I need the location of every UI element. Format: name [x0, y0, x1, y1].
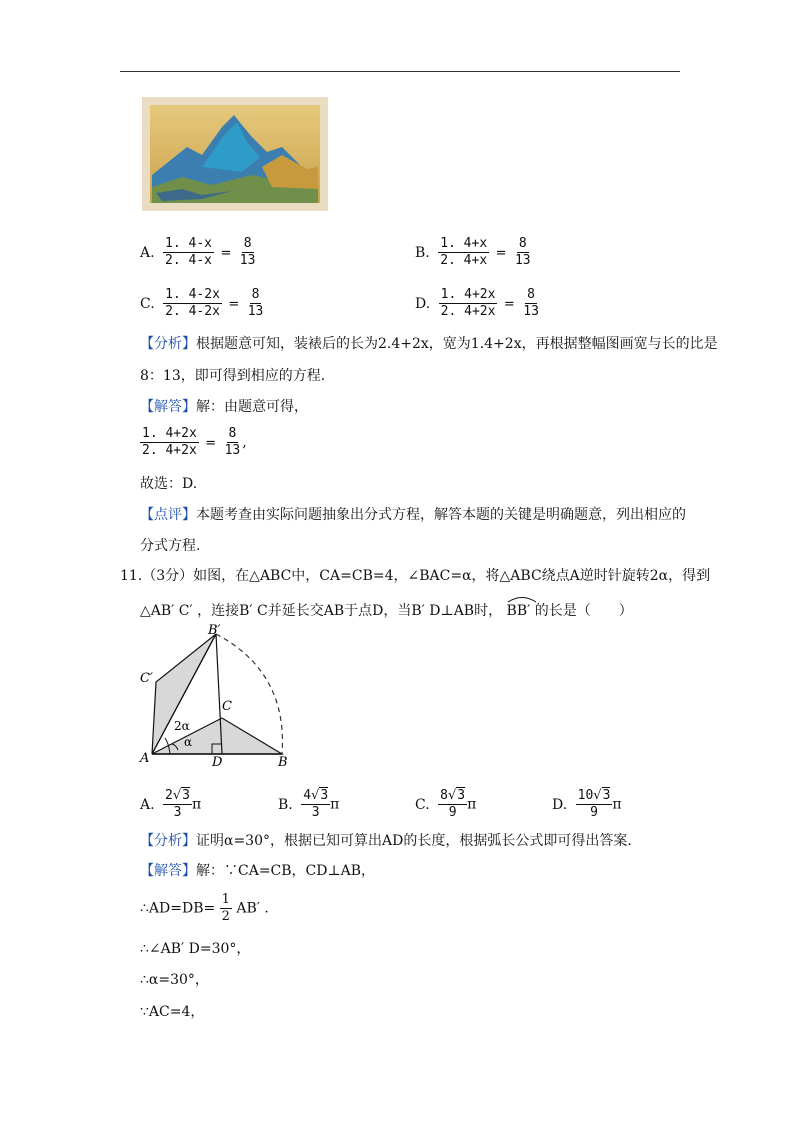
label-d: D	[212, 755, 223, 770]
q11-step3: ∴α=30°，	[140, 972, 209, 988]
label-2alpha: 2α	[174, 719, 190, 733]
q11-option-d: D. $\frac{10√3}{9}$ π	[552, 788, 622, 820]
q10-option-d: D. $\frac{1. 4+2x}{2. 4+2x}$ = $\frac{8}{13}$	[415, 287, 539, 319]
q11-stem-line2: △AB′ C′ ，连接B′ C并延长交AB于点D，当B′ D⊥AB时， BB′ 的长是（ ）	[140, 597, 633, 621]
q10-analysis-line2: 8：13，即可得到相应的方程.	[140, 368, 326, 384]
q10-option-c: C. $\frac{1. 4-2x}{2. 4-2x}$ = $\frac{8}{13}$	[140, 287, 264, 319]
header-rule	[120, 71, 680, 72]
label-c: C	[222, 699, 232, 714]
q11-stem-line1: 11.（3分）如图，在△ABC中，CA=CB=4，∠BAC=α，将△ABC绕点A逆时针旋转2α，得到	[120, 568, 711, 584]
q11-analysis-line: 【分析】证明α=30°，根据已知可算出AD的长度，根据弧长公式即可得出答案.	[140, 833, 632, 849]
arc-bb1: BB′	[507, 597, 531, 621]
q11-option-b: B. $\frac{4√3}{3}$ π	[278, 788, 340, 820]
label-alpha: α	[184, 735, 193, 749]
q11-figure	[138, 622, 298, 770]
label-c-prime: C′	[140, 671, 153, 686]
q10-choose: 故选：D.	[140, 476, 198, 492]
q10-option-a: A. $\frac{1. 4-x}{2. 4-x}$ = $\frac{8}{13}$	[140, 236, 256, 268]
label-a: A	[140, 751, 150, 766]
q11-option-c: C. $\frac{8√3}{9}$ π	[415, 788, 477, 820]
label-b-prime: B′	[208, 623, 221, 638]
q11-solution-line: 【解答】解：∵CA=CB，CD⊥AB，	[140, 863, 376, 879]
q10-comment-line1: 【点评】本题考查由实际问题抽象出分式方程，解答本题的关键是明确题意，列出相应的	[140, 507, 686, 523]
q10-equation: $\frac{1. 4+2x}{2. 4+2x}$ = $\frac{8}{13}$ ,	[142, 426, 247, 458]
q11-step1: ∴AD=DB= $\frac{1}{2}$ AB′ .	[140, 892, 269, 924]
landscape-painting	[142, 97, 328, 211]
q11-option-a: A. $\frac{2√3}{3}$ π	[140, 788, 202, 820]
q10-analysis-line1: 【分析】根据题意可知，装裱后的长为2.4+2x，宽为1.4+2x，再根据整幅图画宽与长的比是	[140, 336, 718, 352]
q11-step2: ∴∠AB′ D=30°，	[140, 941, 251, 957]
q10-solution-line: 【解答】解：由题意可得，	[140, 399, 308, 415]
label-b: B	[278, 755, 288, 770]
q11-step4: ∵AC=4，	[140, 1004, 205, 1020]
q10-comment-line2: 分式方程.	[140, 538, 201, 554]
q10-option-b: B. $\frac{1. 4+x}{2. 4+x}$ = $\frac{8}{13}$	[415, 236, 531, 268]
